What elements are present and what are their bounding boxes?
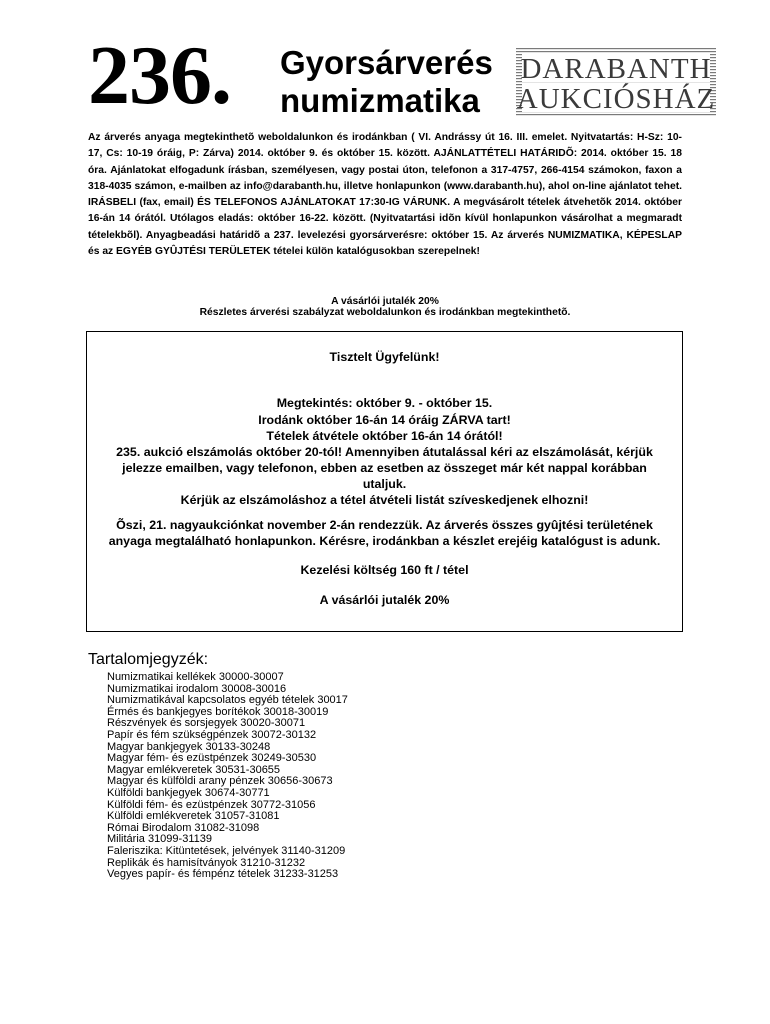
header	[0, 0, 770, 125]
title-line-1: Gyorsárverés	[280, 44, 493, 81]
notice-line: Õszi, 21. nagyaukciónkat november 2-án rendezzük. Az árverés összes gyûjtési területének	[116, 518, 653, 532]
toc-item: Papír és fém szükségpénzek 30072-30132	[107, 728, 317, 741]
toc-item: Numizmatikával kapcsolatos egyéb tételek 30017	[107, 694, 348, 707]
toc-item: Magyar fém- és ezüstpénzek 30249-30530	[107, 752, 317, 765]
notice-line: utaljuk.	[362, 477, 407, 491]
notice-line: Megtekintés: október 9. - október 15.	[276, 396, 493, 410]
toc-item: Numizmatikai irodalom 30008-30016	[107, 682, 287, 695]
notice-greeting: Tisztelt Ügyfelünk!	[329, 350, 440, 364]
toc-list	[107, 672, 348, 881]
toc-item: Numizmatikai kellékek 30000-30007	[107, 671, 284, 683]
intro-paragraph: Az árverés anyaga megtekinthetõ weboldalunkon és irodánkban ( VI. Andrássy út 16. III. emelet. Nyitvatartás: H-Sz: 10-17, Cs: 10-19 óráig, P: Zárva) 2014. október 9. és október 15. között. AJÁNLATTÉTELI HATÁRIDÕ: 2014. október 15. 18 óra. Ajánlatokat elfogadunk írásban, személyesen, vagy postai úton, telefonon a 317-4757, 266-4154 számokon, faxon a 318-4035 számon, e-mailben az info@darabanth.hu, illetve honlapunkon (www.darabanth.hu), ahol on-line ajánlatot tehet. IRÁSBELI (fax, email) ÉS TELEFONOS AJÁNLATOKAT 17:30-IG VÁRUNK. A megvásárolt tételek átvehetõk 2014. október 16-án 14 órától. Utólagos eladás: október 16-22. között. (Nyitvatartási idõn kívül honlapunkon vásárolhat a megmaradt tételekbõl). Anyagbeadási határidõ a 237. levelezési gyorsárverésre: október 15. Az árverés NUMIZMATIKA, KÉPESLAP és az EGYÉB GYÛJTÉSI TERÜLETEK tételei külön katalógusokban szerepelnek!	[88, 132, 682, 258]
toc-item: Faleriszika: Kitüntetések, jelvények 31140-31209	[107, 844, 346, 857]
notice-line: anyaga megtalálható honlapunkon. Kérésre, irodánkban a készlet erejéig katalógust is adunk.	[108, 534, 661, 548]
darabanth-logo	[516, 48, 716, 116]
notice-line: jelezze emailben, vagy telefonon, ebben az esetben az összeget már két nappal korábban	[122, 461, 647, 475]
rules-note: Részletes árverési szabályzat weboldalunkon és irodánkban megtekinthetõ.	[199, 307, 571, 318]
toc-item: Magyar emlékveretek 30531-30655	[107, 763, 281, 776]
notice-line: Irodánk október 16-án 14 óráig ZÁRVA tart!	[258, 413, 511, 427]
toc-item: Magyar bankjegyek 30133-30248	[107, 740, 271, 753]
toc-item: Részvények és sorsjegyek 30020-30071	[107, 717, 306, 730]
notice-line: 235. aukció elszámolás október 20-tól! Amennyiben átutalással kéri az elszámolását, kérjük	[116, 445, 653, 459]
buyer-commission: A vásárlói jutalék 20%	[319, 593, 450, 607]
notice-box	[86, 331, 683, 632]
toc-item: Külföldi bankjegyek 30674-30771	[107, 786, 270, 799]
toc-item: Vegyes papír- és fémpénz tételek 31233-31253	[107, 868, 339, 881]
toc-title: Tartalomjegyzék:	[88, 651, 209, 668]
toc-item: Replikák és hamisítványok 31210-31232	[107, 856, 306, 869]
toc-item: Római Birodalom 31082-31098	[107, 821, 260, 834]
commission-notes	[88, 296, 682, 318]
notice-line: Tételek átvétele október 16-án 14 órától!	[266, 429, 503, 443]
commission-note: A vásárlói jutalék 20%	[331, 296, 439, 307]
toc-item: Militária 31099-31139	[107, 833, 212, 846]
toc-item: Érmés és bankjegyes borítékok 30018-30019	[107, 705, 329, 718]
toc-item: Magyar és külföldi arany pénzek 30656-30673	[107, 775, 333, 788]
title-line-2: numizmatika	[280, 82, 480, 119]
handling-fee: Kezelési költség 160 ft / tétel	[300, 563, 469, 577]
logo-line-2: AUKCIÓSHÁZ	[516, 83, 716, 115]
toc-item: Külföldi fém- és ezüstpénzek 30772-31056	[107, 798, 316, 811]
toc-item: Külföldi emlékveretek 31057-31081	[107, 810, 280, 823]
notice-line: Kérjük az elszámoláshoz a tétel átvételi listát szíveskedjenek elhozni!	[180, 493, 589, 507]
logo-line-1: DARABANTH	[520, 53, 712, 85]
auction-number: 236.	[88, 29, 231, 122]
